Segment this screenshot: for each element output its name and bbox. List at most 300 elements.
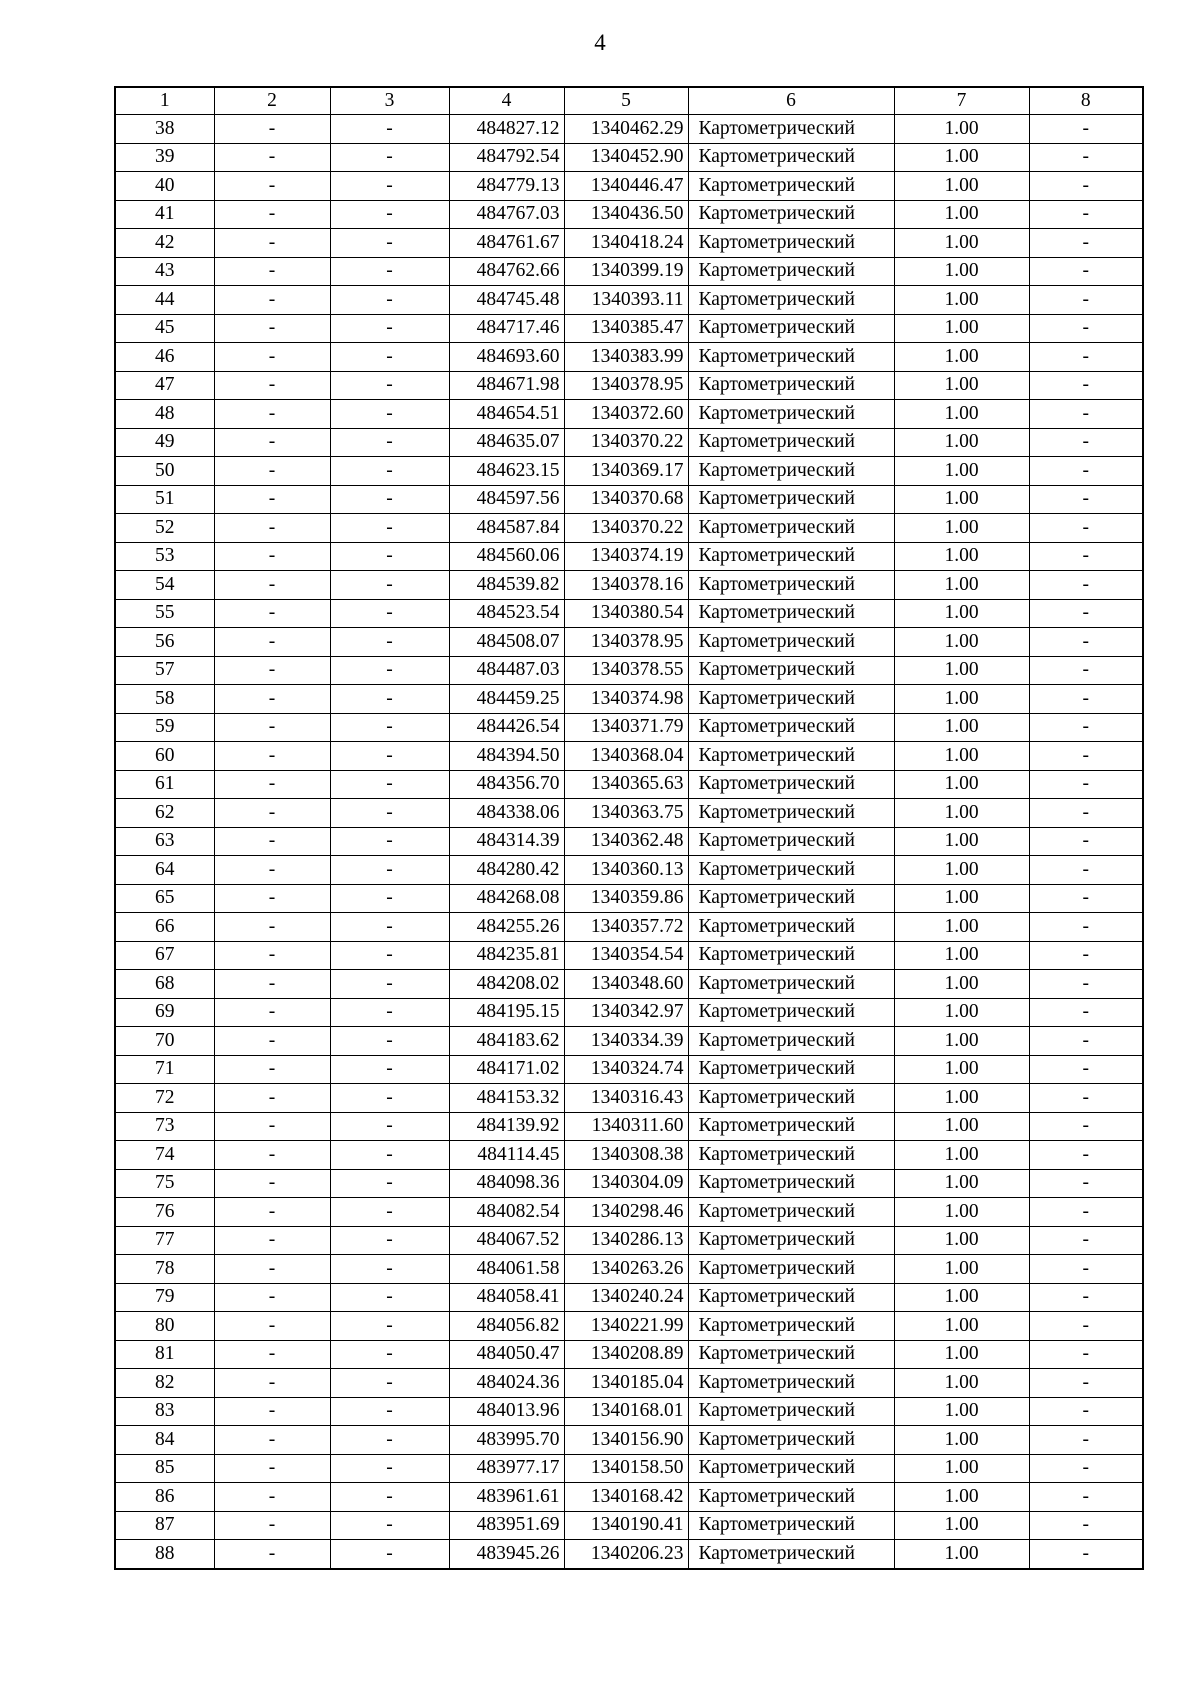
table-row xyxy=(115,1226,1143,1255)
y-coordinate-cell: 1340462.29 xyxy=(564,115,688,144)
col3-cell: - xyxy=(330,485,449,514)
point-number-cell: 48 xyxy=(115,400,214,429)
y-coordinate-cell: 1340286.13 xyxy=(564,1226,688,1255)
col8-cell: - xyxy=(1029,115,1143,144)
col2-cell: - xyxy=(214,257,330,286)
x-coordinate-cell: 484635.07 xyxy=(449,428,564,457)
table-row xyxy=(115,628,1143,657)
col8-cell: - xyxy=(1029,200,1143,229)
x-coordinate-cell: 484654.51 xyxy=(449,400,564,429)
table-row xyxy=(115,571,1143,600)
col2-cell: - xyxy=(214,542,330,571)
x-coordinate-cell: 484426.54 xyxy=(449,713,564,742)
table-row xyxy=(115,1312,1143,1341)
col8-cell: - xyxy=(1029,1055,1143,1084)
col3-cell: - xyxy=(330,599,449,628)
x-coordinate-cell: 483995.70 xyxy=(449,1426,564,1455)
accuracy-cell: 1.00 xyxy=(894,998,1029,1027)
method-cell: Картометрический xyxy=(688,514,894,543)
method-cell: Картометрический xyxy=(688,1426,894,1455)
table-row xyxy=(115,1397,1143,1426)
x-coordinate-cell: 484098.36 xyxy=(449,1169,564,1198)
column-header: 8 xyxy=(1029,87,1143,115)
x-coordinate-cell: 484560.06 xyxy=(449,542,564,571)
table-row xyxy=(115,685,1143,714)
table-row xyxy=(115,1198,1143,1227)
accuracy-cell: 1.00 xyxy=(894,1141,1029,1170)
table-row xyxy=(115,941,1143,970)
table-row xyxy=(115,884,1143,913)
y-coordinate-cell: 1340304.09 xyxy=(564,1169,688,1198)
col2-cell: - xyxy=(214,799,330,828)
method-cell: Картометрический xyxy=(688,1169,894,1198)
accuracy-cell: 1.00 xyxy=(894,1255,1029,1284)
col2-cell: - xyxy=(214,1454,330,1483)
method-cell: Картометрический xyxy=(688,941,894,970)
col3-cell: - xyxy=(330,371,449,400)
y-coordinate-cell: 1340399.19 xyxy=(564,257,688,286)
method-cell: Картометрический xyxy=(688,1027,894,1056)
x-coordinate-cell: 484268.08 xyxy=(449,884,564,913)
col2-cell: - xyxy=(214,229,330,258)
col3-cell: - xyxy=(330,1198,449,1227)
point-number-cell: 45 xyxy=(115,314,214,343)
x-coordinate-cell: 484114.45 xyxy=(449,1141,564,1170)
col3-cell: - xyxy=(330,1226,449,1255)
col2-cell: - xyxy=(214,286,330,315)
y-coordinate-cell: 1340374.98 xyxy=(564,685,688,714)
x-coordinate-cell: 484195.15 xyxy=(449,998,564,1027)
col2-cell: - xyxy=(214,1340,330,1369)
col2-cell: - xyxy=(214,1027,330,1056)
y-coordinate-cell: 1340383.99 xyxy=(564,343,688,372)
col8-cell: - xyxy=(1029,314,1143,343)
col3-cell: - xyxy=(330,913,449,942)
x-coordinate-cell: 484745.48 xyxy=(449,286,564,315)
col8-cell: - xyxy=(1029,1226,1143,1255)
method-cell: Картометрический xyxy=(688,1255,894,1284)
col2-cell: - xyxy=(214,599,330,628)
table-row xyxy=(115,115,1143,144)
col2-cell: - xyxy=(214,428,330,457)
col8-cell: - xyxy=(1029,799,1143,828)
method-cell: Картометрический xyxy=(688,257,894,286)
y-coordinate-cell: 1340357.72 xyxy=(564,913,688,942)
column-header: 2 xyxy=(214,87,330,115)
accuracy-cell: 1.00 xyxy=(894,656,1029,685)
table-row xyxy=(115,827,1143,856)
col2-cell: - xyxy=(214,1540,330,1569)
x-coordinate-cell: 484314.39 xyxy=(449,827,564,856)
y-coordinate-cell: 1340380.54 xyxy=(564,599,688,628)
col3-cell: - xyxy=(330,1312,449,1341)
table-row xyxy=(115,371,1143,400)
table-row xyxy=(115,485,1143,514)
method-cell: Картометрический xyxy=(688,457,894,486)
accuracy-cell: 1.00 xyxy=(894,1397,1029,1426)
col8-cell: - xyxy=(1029,998,1143,1027)
x-coordinate-cell: 484050.47 xyxy=(449,1340,564,1369)
x-coordinate-cell: 484623.15 xyxy=(449,457,564,486)
method-cell: Картометрический xyxy=(688,571,894,600)
method-cell: Картометрический xyxy=(688,970,894,999)
point-number-cell: 61 xyxy=(115,770,214,799)
point-number-cell: 70 xyxy=(115,1027,214,1056)
col8-cell: - xyxy=(1029,229,1143,258)
col8-cell: - xyxy=(1029,1283,1143,1312)
x-coordinate-cell: 484767.03 xyxy=(449,200,564,229)
point-number-cell: 55 xyxy=(115,599,214,628)
method-cell: Картометрический xyxy=(688,1454,894,1483)
table-row xyxy=(115,314,1143,343)
x-coordinate-cell: 484056.82 xyxy=(449,1312,564,1341)
col2-cell: - xyxy=(214,1397,330,1426)
method-cell: Картометрический xyxy=(688,1198,894,1227)
col8-cell: - xyxy=(1029,1340,1143,1369)
col3-cell: - xyxy=(330,656,449,685)
accuracy-cell: 1.00 xyxy=(894,770,1029,799)
column-header: 4 xyxy=(449,87,564,115)
table-row xyxy=(115,229,1143,258)
accuracy-cell: 1.00 xyxy=(894,371,1029,400)
x-coordinate-cell: 484171.02 xyxy=(449,1055,564,1084)
y-coordinate-cell: 1340374.19 xyxy=(564,542,688,571)
accuracy-cell: 1.00 xyxy=(894,485,1029,514)
x-coordinate-cell: 484761.67 xyxy=(449,229,564,258)
table-row xyxy=(115,1483,1143,1512)
col8-cell: - xyxy=(1029,884,1143,913)
col2-cell: - xyxy=(214,457,330,486)
y-coordinate-cell: 1340308.38 xyxy=(564,1141,688,1170)
col2-cell: - xyxy=(214,1483,330,1512)
point-number-cell: 43 xyxy=(115,257,214,286)
col8-cell: - xyxy=(1029,713,1143,742)
col2-cell: - xyxy=(214,1226,330,1255)
method-cell: Картометрический xyxy=(688,913,894,942)
col3-cell: - xyxy=(330,514,449,543)
y-coordinate-cell: 1340370.68 xyxy=(564,485,688,514)
point-number-cell: 40 xyxy=(115,172,214,201)
accuracy-cell: 1.00 xyxy=(894,799,1029,828)
col3-cell: - xyxy=(330,314,449,343)
accuracy-cell: 1.00 xyxy=(894,1198,1029,1227)
col3-cell: - xyxy=(330,1084,449,1113)
y-coordinate-cell: 1340263.26 xyxy=(564,1255,688,1284)
table-row xyxy=(115,343,1143,372)
col3-cell: - xyxy=(330,1511,449,1540)
point-number-cell: 63 xyxy=(115,827,214,856)
col8-cell: - xyxy=(1029,457,1143,486)
col2-cell: - xyxy=(214,1283,330,1312)
method-cell: Картометрический xyxy=(688,770,894,799)
accuracy-cell: 1.00 xyxy=(894,1226,1029,1255)
col2-cell: - xyxy=(214,884,330,913)
point-number-cell: 67 xyxy=(115,941,214,970)
col3-cell: - xyxy=(330,742,449,771)
col2-cell: - xyxy=(214,656,330,685)
point-number-cell: 59 xyxy=(115,713,214,742)
method-cell: Картометрический xyxy=(688,713,894,742)
col3-cell: - xyxy=(330,799,449,828)
col8-cell: - xyxy=(1029,856,1143,885)
method-cell: Картометрический xyxy=(688,371,894,400)
y-coordinate-cell: 1340365.63 xyxy=(564,770,688,799)
accuracy-cell: 1.00 xyxy=(894,229,1029,258)
accuracy-cell: 1.00 xyxy=(894,685,1029,714)
y-coordinate-cell: 1340362.48 xyxy=(564,827,688,856)
col2-cell: - xyxy=(214,913,330,942)
table-row xyxy=(115,799,1143,828)
col3-cell: - xyxy=(330,628,449,657)
col3-cell: - xyxy=(330,1454,449,1483)
col8-cell: - xyxy=(1029,1454,1143,1483)
x-coordinate-cell: 484013.96 xyxy=(449,1397,564,1426)
x-coordinate-cell: 484183.62 xyxy=(449,1027,564,1056)
column-header: 1 xyxy=(115,87,214,115)
col3-cell: - xyxy=(330,856,449,885)
col2-cell: - xyxy=(214,172,330,201)
y-coordinate-cell: 1340363.75 xyxy=(564,799,688,828)
point-number-cell: 52 xyxy=(115,514,214,543)
col8-cell: - xyxy=(1029,343,1143,372)
col8-cell: - xyxy=(1029,542,1143,571)
table-row xyxy=(115,1055,1143,1084)
x-coordinate-cell: 484356.70 xyxy=(449,770,564,799)
table-row xyxy=(115,599,1143,628)
method-cell: Картометрический xyxy=(688,998,894,1027)
col3-cell: - xyxy=(330,115,449,144)
col2-cell: - xyxy=(214,1112,330,1141)
col2-cell: - xyxy=(214,1255,330,1284)
col3-cell: - xyxy=(330,1169,449,1198)
table-body xyxy=(115,115,1143,1569)
method-cell: Картометрический xyxy=(688,1226,894,1255)
table-row xyxy=(115,200,1143,229)
accuracy-cell: 1.00 xyxy=(894,286,1029,315)
point-number-cell: 41 xyxy=(115,200,214,229)
col2-cell: - xyxy=(214,200,330,229)
table-row xyxy=(115,286,1143,315)
col8-cell: - xyxy=(1029,1483,1143,1512)
point-number-cell: 54 xyxy=(115,571,214,600)
table-row xyxy=(115,1141,1143,1170)
y-coordinate-cell: 1340311.60 xyxy=(564,1112,688,1141)
col8-cell: - xyxy=(1029,1255,1143,1284)
accuracy-cell: 1.00 xyxy=(894,428,1029,457)
y-coordinate-cell: 1340190.41 xyxy=(564,1511,688,1540)
col8-cell: - xyxy=(1029,257,1143,286)
point-number-cell: 69 xyxy=(115,998,214,1027)
point-number-cell: 46 xyxy=(115,343,214,372)
x-coordinate-cell: 483977.17 xyxy=(449,1454,564,1483)
method-cell: Картометрический xyxy=(688,1340,894,1369)
column-header: 7 xyxy=(894,87,1029,115)
table-row xyxy=(115,172,1143,201)
y-coordinate-cell: 1340378.55 xyxy=(564,656,688,685)
table-row xyxy=(115,1283,1143,1312)
point-number-cell: 65 xyxy=(115,884,214,913)
accuracy-cell: 1.00 xyxy=(894,913,1029,942)
column-header: 5 xyxy=(564,87,688,115)
method-cell: Картометрический xyxy=(688,172,894,201)
col2-cell: - xyxy=(214,713,330,742)
x-coordinate-cell: 484058.41 xyxy=(449,1283,564,1312)
x-coordinate-cell: 484082.54 xyxy=(449,1198,564,1227)
accuracy-cell: 1.00 xyxy=(894,143,1029,172)
col2-cell: - xyxy=(214,115,330,144)
method-cell: Картометрический xyxy=(688,485,894,514)
accuracy-cell: 1.00 xyxy=(894,542,1029,571)
col3-cell: - xyxy=(330,571,449,600)
table-row xyxy=(115,457,1143,486)
accuracy-cell: 1.00 xyxy=(894,1312,1029,1341)
y-coordinate-cell: 1340342.97 xyxy=(564,998,688,1027)
accuracy-cell: 1.00 xyxy=(894,827,1029,856)
col2-cell: - xyxy=(214,970,330,999)
y-coordinate-cell: 1340368.04 xyxy=(564,742,688,771)
col8-cell: - xyxy=(1029,685,1143,714)
col8-cell: - xyxy=(1029,770,1143,799)
col8-cell: - xyxy=(1029,485,1143,514)
col8-cell: - xyxy=(1029,1027,1143,1056)
x-coordinate-cell: 484280.42 xyxy=(449,856,564,885)
y-coordinate-cell: 1340156.90 xyxy=(564,1426,688,1455)
method-cell: Картометрический xyxy=(688,1283,894,1312)
x-coordinate-cell: 483945.26 xyxy=(449,1540,564,1569)
col2-cell: - xyxy=(214,1141,330,1170)
table-row xyxy=(115,1454,1143,1483)
x-coordinate-cell: 484539.82 xyxy=(449,571,564,600)
col3-cell: - xyxy=(330,200,449,229)
col2-cell: - xyxy=(214,685,330,714)
x-coordinate-cell: 484671.98 xyxy=(449,371,564,400)
col2-cell: - xyxy=(214,998,330,1027)
col3-cell: - xyxy=(330,257,449,286)
point-number-cell: 49 xyxy=(115,428,214,457)
method-cell: Картометрический xyxy=(688,685,894,714)
y-coordinate-cell: 1340436.50 xyxy=(564,200,688,229)
accuracy-cell: 1.00 xyxy=(894,599,1029,628)
x-coordinate-cell: 484061.58 xyxy=(449,1255,564,1284)
col2-cell: - xyxy=(214,856,330,885)
y-coordinate-cell: 1340370.22 xyxy=(564,514,688,543)
accuracy-cell: 1.00 xyxy=(894,1169,1029,1198)
x-coordinate-cell: 483951.69 xyxy=(449,1511,564,1540)
col2-cell: - xyxy=(214,143,330,172)
col8-cell: - xyxy=(1029,656,1143,685)
accuracy-cell: 1.00 xyxy=(894,628,1029,657)
col2-cell: - xyxy=(214,371,330,400)
method-cell: Картометрический xyxy=(688,884,894,913)
accuracy-cell: 1.00 xyxy=(894,514,1029,543)
accuracy-cell: 1.00 xyxy=(894,1540,1029,1569)
x-coordinate-cell: 484587.84 xyxy=(449,514,564,543)
col3-cell: - xyxy=(330,343,449,372)
col8-cell: - xyxy=(1029,1397,1143,1426)
accuracy-cell: 1.00 xyxy=(894,457,1029,486)
col2-cell: - xyxy=(214,1084,330,1113)
col8-cell: - xyxy=(1029,1540,1143,1569)
accuracy-cell: 1.00 xyxy=(894,1426,1029,1455)
coordinates-table xyxy=(114,86,1144,1570)
x-coordinate-cell: 484067.52 xyxy=(449,1226,564,1255)
column-header: 3 xyxy=(330,87,449,115)
col3-cell: - xyxy=(330,1255,449,1284)
point-number-cell: 47 xyxy=(115,371,214,400)
x-coordinate-cell: 484693.60 xyxy=(449,343,564,372)
point-number-cell: 51 xyxy=(115,485,214,514)
col8-cell: - xyxy=(1029,913,1143,942)
x-coordinate-cell: 484235.81 xyxy=(449,941,564,970)
accuracy-cell: 1.00 xyxy=(894,970,1029,999)
table-row xyxy=(115,143,1143,172)
point-number-cell: 53 xyxy=(115,542,214,571)
col3-cell: - xyxy=(330,970,449,999)
method-cell: Картометрический xyxy=(688,856,894,885)
table-row xyxy=(115,1169,1143,1198)
x-coordinate-cell: 484338.06 xyxy=(449,799,564,828)
accuracy-cell: 1.00 xyxy=(894,1027,1029,1056)
col2-cell: - xyxy=(214,571,330,600)
col8-cell: - xyxy=(1029,172,1143,201)
y-coordinate-cell: 1340348.60 xyxy=(564,970,688,999)
col3-cell: - xyxy=(330,998,449,1027)
point-number-cell: 42 xyxy=(115,229,214,258)
method-cell: Картометрический xyxy=(688,628,894,657)
x-coordinate-cell: 484459.25 xyxy=(449,685,564,714)
col2-cell: - xyxy=(214,1426,330,1455)
table-row xyxy=(115,1112,1143,1141)
table-row xyxy=(115,542,1143,571)
accuracy-cell: 1.00 xyxy=(894,713,1029,742)
accuracy-cell: 1.00 xyxy=(894,1112,1029,1141)
table-row xyxy=(115,1340,1143,1369)
y-coordinate-cell: 1340206.23 xyxy=(564,1540,688,1569)
method-cell: Картометрический xyxy=(688,799,894,828)
col2-cell: - xyxy=(214,1312,330,1341)
col2-cell: - xyxy=(214,1198,330,1227)
col3-cell: - xyxy=(330,172,449,201)
col8-cell: - xyxy=(1029,286,1143,315)
x-coordinate-cell: 484139.92 xyxy=(449,1112,564,1141)
x-coordinate-cell: 484394.50 xyxy=(449,742,564,771)
point-number-cell: 72 xyxy=(115,1084,214,1113)
y-coordinate-cell: 1340208.89 xyxy=(564,1340,688,1369)
y-coordinate-cell: 1340168.42 xyxy=(564,1483,688,1512)
method-cell: Картометрический xyxy=(688,1511,894,1540)
point-number-cell: 60 xyxy=(115,742,214,771)
y-coordinate-cell: 1340158.50 xyxy=(564,1454,688,1483)
table-row xyxy=(115,400,1143,429)
y-coordinate-cell: 1340369.17 xyxy=(564,457,688,486)
table-row xyxy=(115,1084,1143,1113)
col8-cell: - xyxy=(1029,428,1143,457)
col3-cell: - xyxy=(330,1027,449,1056)
y-coordinate-cell: 1340385.47 xyxy=(564,314,688,343)
accuracy-cell: 1.00 xyxy=(894,1283,1029,1312)
col3-cell: - xyxy=(330,1540,449,1569)
y-coordinate-cell: 1340378.16 xyxy=(564,571,688,600)
col2-cell: - xyxy=(214,514,330,543)
method-cell: Картометрический xyxy=(688,542,894,571)
point-number-cell: 82 xyxy=(115,1369,214,1398)
table-row xyxy=(115,742,1143,771)
point-number-cell: 87 xyxy=(115,1511,214,1540)
y-coordinate-cell: 1340370.22 xyxy=(564,428,688,457)
col2-cell: - xyxy=(214,314,330,343)
x-coordinate-cell: 484762.66 xyxy=(449,257,564,286)
x-coordinate-cell: 484508.07 xyxy=(449,628,564,657)
